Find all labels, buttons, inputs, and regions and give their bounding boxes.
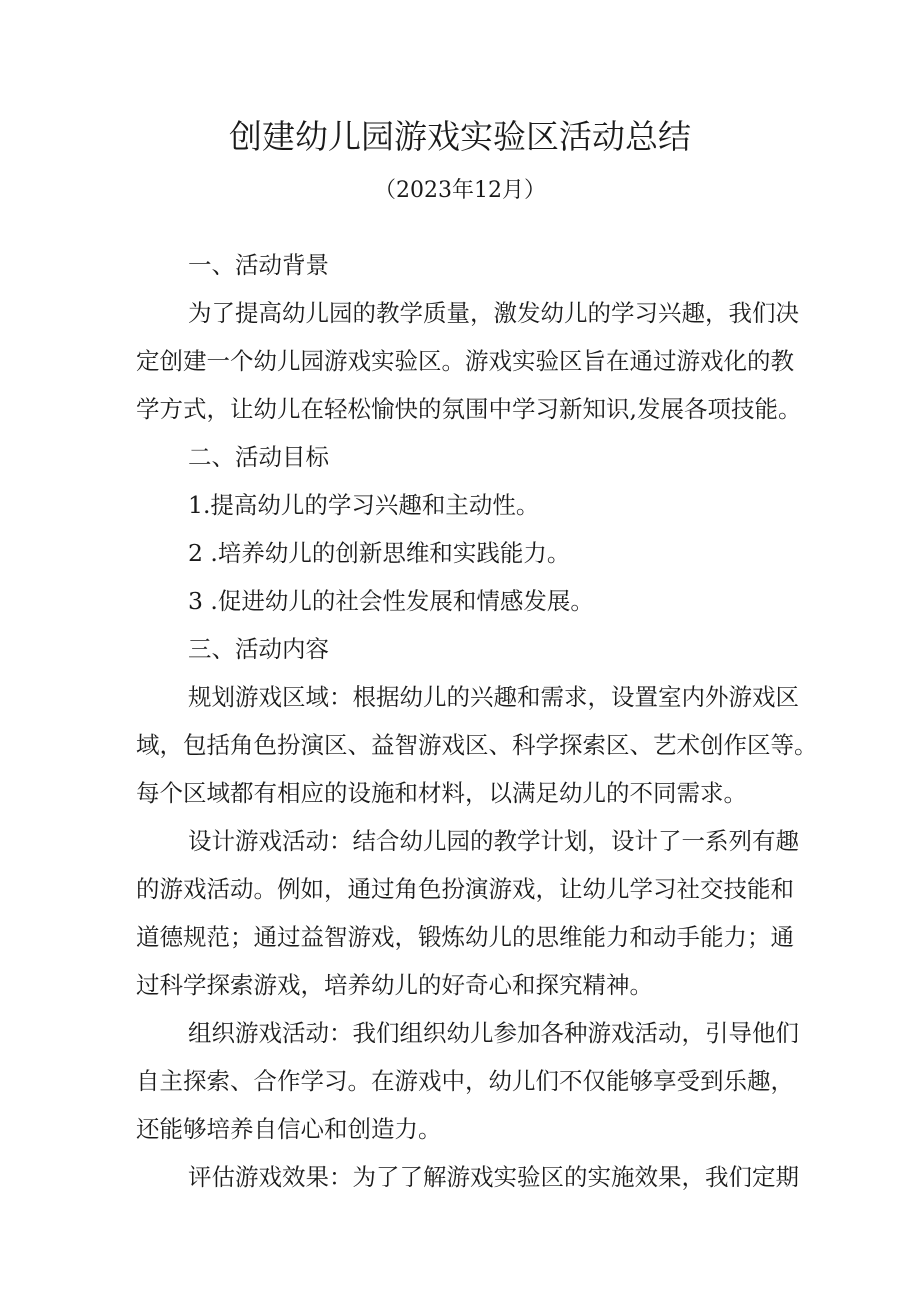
paragraph-line: 设计游戏活动：结合幼儿园的教学计划，设计了一系列有趣 — [188, 827, 799, 855]
paragraph-line: 规划游戏区域：根据幼儿的兴趣和需求，设置室内外游戏区 — [188, 683, 799, 711]
document-title: 创建幼儿园游戏实验区活动总结 — [229, 117, 691, 156]
document-date: （2023年12月） — [374, 178, 546, 203]
paragraph-line: 组织游戏活动：我们组织幼儿参加各种游戏活动，引导他们 — [188, 1019, 799, 1047]
paragraph-line: 还能够培养自信心和创造力。 — [136, 1115, 442, 1143]
goal-item: 3 .促进幼儿的社会性发展和情感发展。 — [188, 587, 594, 615]
paragraph-line: 道德规范；通过益智游戏，锻炼幼儿的思维能力和动手能力；通 — [136, 923, 794, 951]
section-heading-background: 一、活动背景 — [188, 251, 329, 279]
paragraph-line: 域，包括角色扮演区、益智游戏区、科学探索区、艺术创作区等。 — [136, 731, 818, 759]
goal-item: 2 .培养幼儿的创新思维和实践能力。 — [188, 539, 571, 567]
paragraph-line: 过科学探索游戏，培养幼儿的好奇心和探究精神。 — [136, 971, 653, 999]
paragraph-line: 的游戏活动。例如，通过角色扮演游戏，让幼儿学习社交技能和 — [136, 875, 794, 903]
paragraph-line: 为了提高幼儿园的教学质量，激发幼儿的学习兴趣，我们决 — [188, 299, 799, 327]
paragraph-line: 评估游戏效果：为了了解游戏实验区的实施效果，我们定期 — [188, 1163, 799, 1191]
paragraph-line: 定创建一个幼儿园游戏实验区。游戏实验区旨在通过游戏化的教 — [136, 347, 794, 375]
paragraph-line: 自主探索、合作学习。在游戏中，幼儿们不仅能够享受到乐趣， — [136, 1067, 794, 1095]
paragraph-line: 每个区域都有相应的设施和材料，以满足幼儿的不同需求。 — [136, 779, 747, 807]
section-heading-content: 三、活动内容 — [188, 635, 329, 663]
section-heading-goals: 二、活动目标 — [188, 443, 329, 471]
paragraph-line: 学方式，让幼儿在轻松愉快的氛围中学习新知识,发展各项技能。 — [136, 395, 802, 423]
goal-item: 1.提高幼儿的学习兴趣和主动性。 — [188, 491, 540, 519]
